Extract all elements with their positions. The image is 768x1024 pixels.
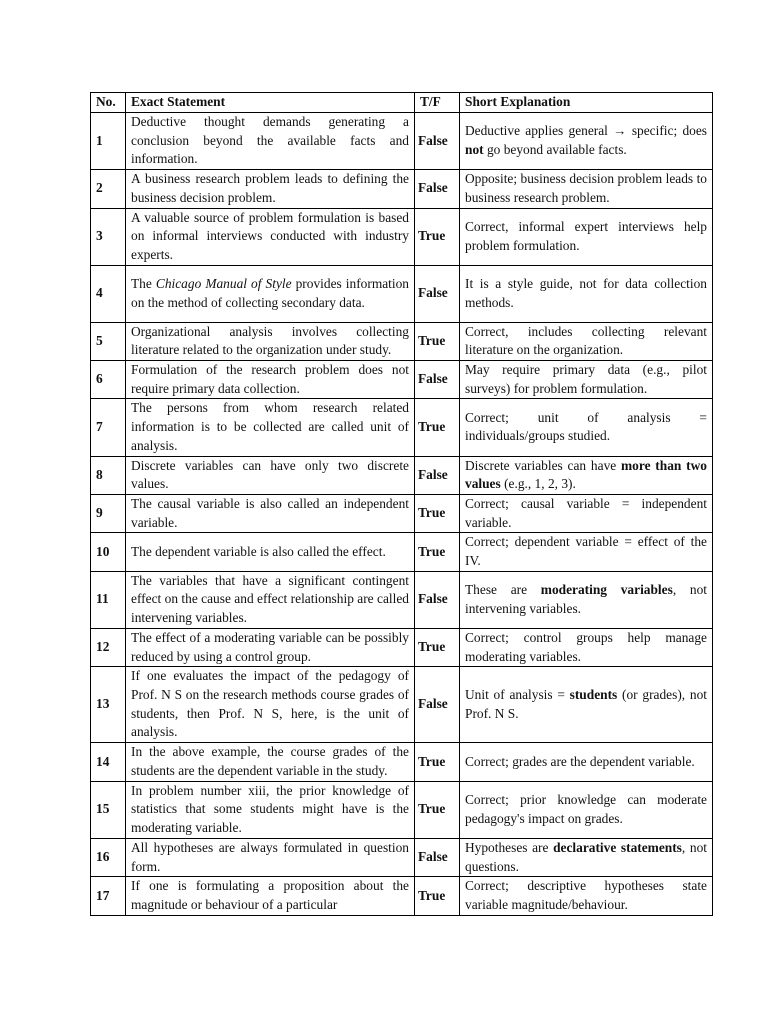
text-run: Correct; prior knowledge can moderate pedagogy's impact on grades. xyxy=(465,792,707,826)
explanation-cell xyxy=(460,533,713,571)
header-statement: Exact Statement xyxy=(126,93,415,113)
explanation-cell xyxy=(460,628,713,666)
tf-answer: False xyxy=(415,456,460,494)
explanation-cell xyxy=(460,781,713,838)
row-number: 15 xyxy=(91,781,126,838)
text-run: Discrete variables can have only two discrete values. xyxy=(131,457,409,492)
row-number: 5 xyxy=(91,322,126,360)
text-run: Hypotheses are xyxy=(465,839,554,855)
bold-text: moderating variables xyxy=(540,582,673,598)
statement-cell xyxy=(126,361,415,399)
explanation-cell xyxy=(460,456,713,494)
explanation-cell xyxy=(460,494,713,532)
text-run: The effect of a moderating variable can be possibly reduced by using a control group. xyxy=(131,629,409,664)
table-row xyxy=(91,170,713,208)
tf-answer: False xyxy=(415,170,460,208)
text-run: May require primary data (e.g., pilot surveys) for problem formulation. xyxy=(465,362,707,396)
table-row xyxy=(91,877,713,915)
document-page xyxy=(90,92,712,916)
text-run: Correct; causal variable = independent variable. xyxy=(465,495,707,530)
table-row xyxy=(91,667,713,743)
statement-cell xyxy=(126,533,415,571)
explanation-cell xyxy=(460,361,713,399)
text-run: A valuable source of problem formulation is based on informal interviews conducted with industry experts. xyxy=(131,209,409,262)
header-tf: T/F xyxy=(415,93,460,113)
bold-text: not xyxy=(465,142,484,158)
tf-answer: True xyxy=(415,743,460,781)
statement-cell xyxy=(126,667,415,743)
row-number: 10 xyxy=(91,533,126,571)
statement-cell xyxy=(126,208,415,265)
text-run: Deductive thought demands generating a conclusion beyond the available facts and information. xyxy=(131,114,409,167)
explanation-cell xyxy=(460,571,713,628)
bold-text: students xyxy=(569,687,618,703)
text-run: Correct, informal expert interviews help problem formulation. xyxy=(465,218,707,253)
statement-cell xyxy=(126,494,415,532)
header-no: No. xyxy=(91,93,126,113)
text-run: (e.g., 1, 2, 3). xyxy=(500,476,576,492)
row-number: 6 xyxy=(91,361,126,399)
true-false-table xyxy=(90,92,713,916)
tf-answer: False xyxy=(415,361,460,399)
table-row xyxy=(91,494,713,532)
explanation-cell xyxy=(460,838,713,876)
statement-cell xyxy=(126,838,415,876)
header-explanation: Short Explanation xyxy=(460,93,713,113)
row-number: 8 xyxy=(91,456,126,494)
table-row xyxy=(91,628,713,666)
table-row xyxy=(91,838,713,876)
statement-cell xyxy=(126,877,415,915)
table-row xyxy=(91,533,713,571)
text-run: The variables that have a significant contingent effect on the cause and effect relationship are called intervening variables. xyxy=(131,572,409,626)
text-run: Correct; unit of analysis = individuals/groups studied. xyxy=(465,409,707,444)
table-row xyxy=(91,361,713,399)
table-row xyxy=(91,456,713,494)
statement-cell xyxy=(126,113,415,170)
row-number: 17 xyxy=(91,877,126,915)
text-run: These are xyxy=(465,582,541,598)
table-body xyxy=(91,113,713,916)
text-run: If one is formulating a proposition about the magnitude or behaviour of a particular xyxy=(131,878,409,912)
tf-answer: True xyxy=(415,494,460,532)
text-run: All hypotheses are always formulated in question form. xyxy=(131,839,409,874)
tf-answer: True xyxy=(415,533,460,571)
table-row xyxy=(91,322,713,360)
header-row xyxy=(91,93,713,113)
row-number: 13 xyxy=(91,667,126,743)
explanation-cell xyxy=(460,113,713,170)
tf-answer: True xyxy=(415,877,460,915)
text-run: Discrete variables can have xyxy=(465,457,622,473)
text-run: go beyond available facts. xyxy=(483,142,627,158)
table-row xyxy=(91,571,713,628)
explanation-cell xyxy=(460,743,713,781)
text-run: In the above example, the course grades of the students are the dependent variable in the study. xyxy=(131,744,409,778)
tf-answer: False xyxy=(415,113,460,170)
explanation-cell xyxy=(460,667,713,743)
statement-cell xyxy=(126,456,415,494)
statement-cell xyxy=(126,571,415,628)
table-row xyxy=(91,208,713,265)
text-run: Correct; dependent variable = effect of the IV. xyxy=(465,534,707,569)
table-row xyxy=(91,113,713,170)
tf-answer: False xyxy=(415,667,460,743)
statement-cell xyxy=(126,265,415,322)
statement-cell xyxy=(126,628,415,666)
explanation-cell xyxy=(460,265,713,322)
tf-answer: True xyxy=(415,781,460,838)
text-run: , not intervening variables. xyxy=(465,582,708,616)
row-number: 9 xyxy=(91,494,126,532)
text-run: Correct; grades are the dependent variable. xyxy=(465,753,695,769)
tf-answer: True xyxy=(415,322,460,360)
table-header xyxy=(91,93,713,113)
tf-answer: True xyxy=(415,628,460,666)
text-run: provides information on the method of collecting secondary data. xyxy=(131,275,410,310)
text-run: Deductive applies general → specific; does xyxy=(465,123,707,139)
tf-answer: True xyxy=(415,399,460,456)
text-run: Correct; control groups help manage moderating variables. xyxy=(465,629,707,664)
table-row xyxy=(91,265,713,322)
statement-cell xyxy=(126,781,415,838)
statement-cell xyxy=(126,170,415,208)
explanation-cell xyxy=(460,322,713,360)
row-number: 16 xyxy=(91,838,126,876)
text-run: Organizational analysis involves collecting literature related to the organization under study. xyxy=(131,323,409,358)
bold-text: declarative statements xyxy=(553,839,682,855)
statement-cell xyxy=(126,399,415,456)
row-number: 2 xyxy=(91,170,126,208)
explanation-cell xyxy=(460,208,713,265)
explanation-cell xyxy=(460,877,713,915)
text-run: , not questions. xyxy=(465,839,707,874)
table-row xyxy=(91,781,713,838)
table-row xyxy=(91,399,713,456)
text-run: Formulation of the research problem does not require primary data collection. xyxy=(131,362,409,396)
row-number: 1 xyxy=(91,113,126,170)
row-number: 4 xyxy=(91,265,126,322)
text-run: The causal variable is also called an independent variable. xyxy=(131,495,409,530)
text-run: If one evaluates the impact of the pedagogy of Prof. N S on the research methods course grades of students, then Prof. N S, here, is the unit of analysis. xyxy=(131,668,409,740)
text-run: Correct; descriptive hypotheses state variable magnitude/behaviour. xyxy=(465,878,707,912)
row-number: 3 xyxy=(91,208,126,265)
table-row xyxy=(91,743,713,781)
statement-cell xyxy=(126,322,415,360)
text-run: Unit of analysis = xyxy=(465,687,570,703)
text-run: In problem number xiii, the prior knowledge of statistics that some students might have is the moderating variable. xyxy=(131,782,409,836)
row-number: 12 xyxy=(91,628,126,666)
explanation-cell xyxy=(460,399,713,456)
tf-answer: True xyxy=(415,208,460,265)
text-run: It is a style guide, not for data collection methods. xyxy=(465,275,707,310)
italic-text: Chicago Manual of Style xyxy=(155,275,292,291)
text-run: Correct, includes collecting relevant literature on the organization. xyxy=(465,323,707,358)
statement-cell xyxy=(126,743,415,781)
text-run: The xyxy=(131,275,156,291)
text-run: (or grades), not Prof. N S. xyxy=(465,687,707,721)
row-number: 14 xyxy=(91,743,126,781)
explanation-cell xyxy=(460,170,713,208)
text-run: The persons from whom research related information is to be collected are called unit of analysis. xyxy=(131,400,409,453)
tf-answer: False xyxy=(415,571,460,628)
row-number: 7 xyxy=(91,399,126,456)
tf-answer: False xyxy=(415,265,460,322)
text-run: A business research problem leads to defining the business decision problem. xyxy=(131,171,409,205)
bold-text: more than two values xyxy=(465,457,707,492)
tf-answer: False xyxy=(415,838,460,876)
row-number: 11 xyxy=(91,571,126,628)
text-run: The dependent variable is also called the effect. xyxy=(131,543,386,559)
text-run: Opposite; business decision problem leads to business research problem. xyxy=(465,171,707,205)
